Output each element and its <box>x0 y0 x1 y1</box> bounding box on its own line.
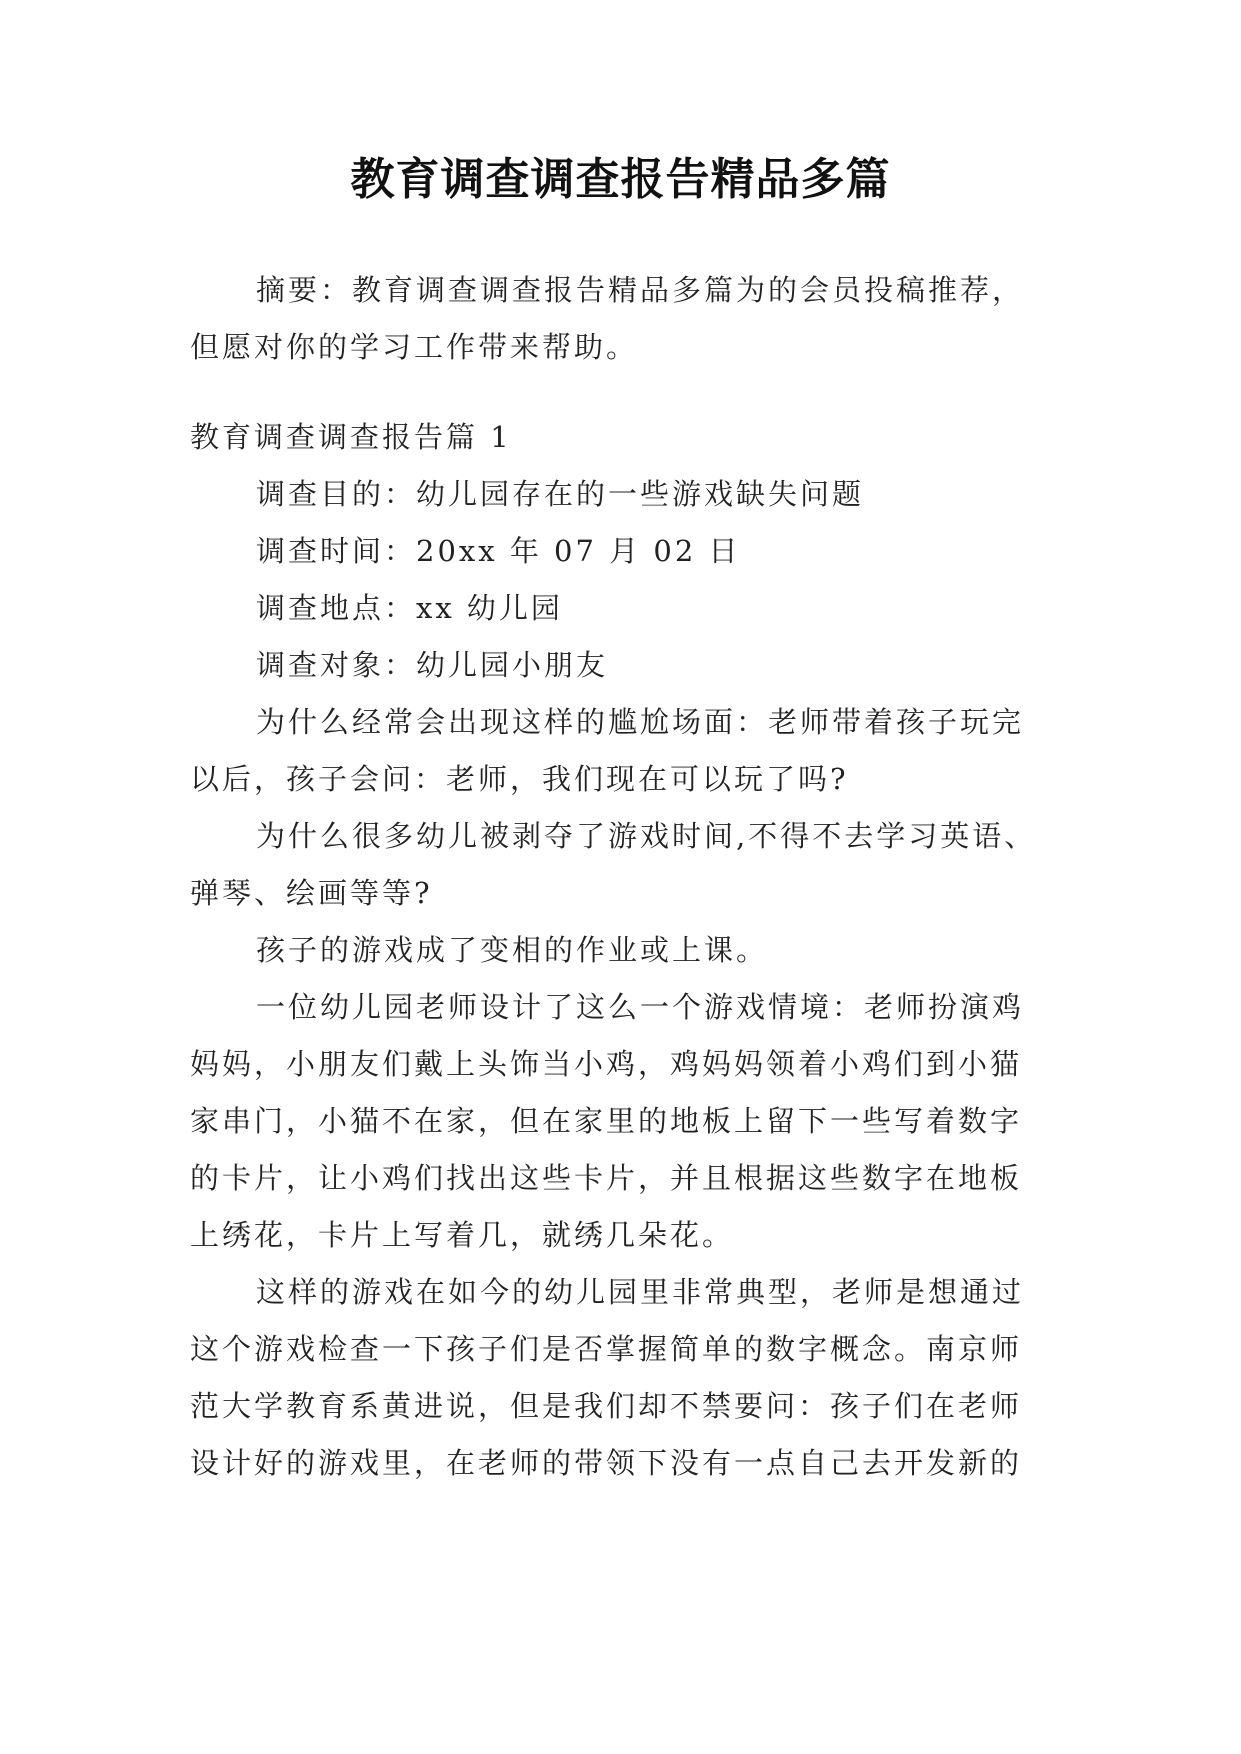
abstract-paragraph: 摘要：教育调查调查报告精品多篇为的会员投稿推荐，但愿对你的学习工作带来帮助。 <box>190 273 1025 364</box>
section-heading: 教育调查调查报告篇 1 <box>190 420 512 454</box>
body-paragraph: 孩子的游戏成了变相的作业或上课。 <box>256 933 769 967</box>
section-1 <box>190 409 1050 1492</box>
body-paragraph: 为什么很多幼儿被剥夺了游戏时间,不得不去学习英语、弹琴、绘画等等? <box>190 819 1037 910</box>
body-paragraph: 为什么经常会出现这样的尴尬场面：老师带着孩子玩完以后，孩子会问：老师，我们现在可以玩了吗? <box>190 705 1025 796</box>
field-subject: 调查对象：幼儿园小朋友 <box>256 648 609 682</box>
abstract-block <box>190 262 1050 376</box>
page-title: 教育调查调查报告精品多篇 <box>350 154 891 205</box>
field-place: 调查地点：xx 幼儿园 <box>256 591 563 625</box>
field-purpose: 调查目的：幼儿园存在的一些游戏缺失问题 <box>256 477 865 511</box>
body-paragraph: 一位幼儿园老师设计了这么一个游戏情境：老师扮演鸡妈妈，小朋友们戴上头饰当小鸡，鸡妈妈领着小鸡们到小猫家串门，小猫不在家，但在家里的地板上留下一些写着数字的卡片，让小鸡们找出这些卡片，并且根据这些数字在地板上绣花，卡片上写着几，就绣几朵花。 <box>190 990 1025 1252</box>
body-paragraph: 这样的游戏在如今的幼儿园里非常典型，老师是想通过这个游戏检查一下孩子们是否掌握简单的数字概念。南京师范大学教育系黄进说，但是我们却不禁要问：孩子们在老师设计好的游戏里，在老师的带领下没有一点自己去开发新的 <box>190 1275 1025 1480</box>
field-time: 调查时间：20xx 年 07 月 02 日 <box>256 534 741 568</box>
